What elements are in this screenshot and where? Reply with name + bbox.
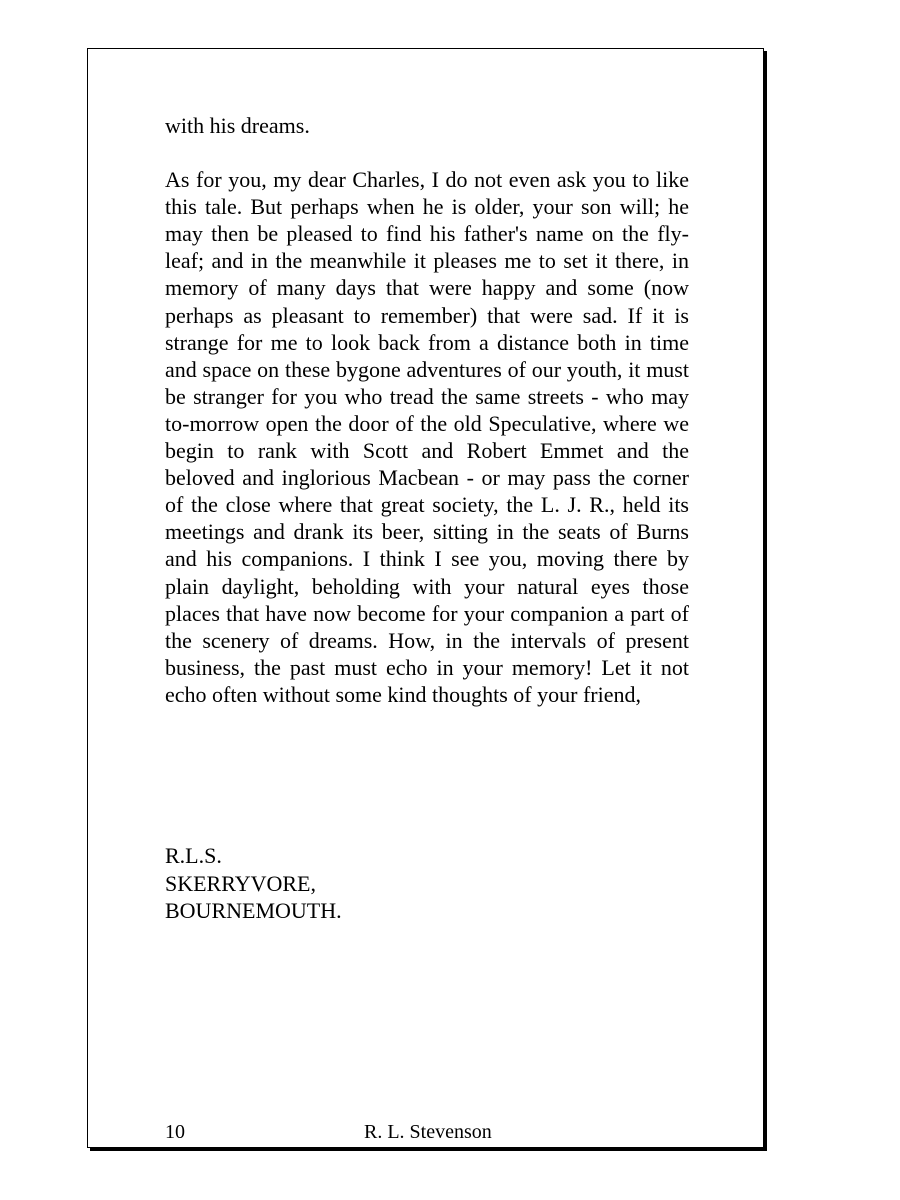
- page-number: 10: [165, 1121, 185, 1143]
- running-footer-author: R. L. Stevenson: [364, 1121, 492, 1143]
- dedication-paragraph: As for you, my dear Charles, I do not even ask you to like this tale. But perhaps when he is older, your son will; he may then be pleased to find his father's name on the fly-leaf; and in the meanwhile it pleases me to set it there, in memory of many days that were happy and some (now perhaps as pleasant to remember) that were sad. If it is strange for me to look back from a distance both in time and space on these bygone adventures of our youth, it must be stranger for you who tread the same streets - who may to-morrow open the door of the old Speculative, where we begin to rank with Scott and Robert Emmet and the beloved and inglorious Macbean - or may pass the corner of the close where that great society, the L. J. R., held its meetings and drank its beer, sitting in the seats of Burns and his companions. I think I see you, moving there by plain daylight, beholding with your natural eyes those places that have now become for your companion a part of the scenery of dreams. How, in the intervals of present business, the past must echo in your memory! Let it not echo often without some kind thoughts of your friend,: [165, 167, 689, 707]
- signature-house: SKERRYVORE,: [165, 870, 316, 896]
- signature-block: [165, 842, 342, 925]
- page-body: [165, 112, 689, 708]
- book-page: [87, 48, 764, 1148]
- signature-town: BOURNEMOUTH.: [165, 898, 342, 923]
- signature-initials: R.L.S.: [165, 843, 222, 868]
- opening-fragment: with his dreams.: [165, 113, 310, 138]
